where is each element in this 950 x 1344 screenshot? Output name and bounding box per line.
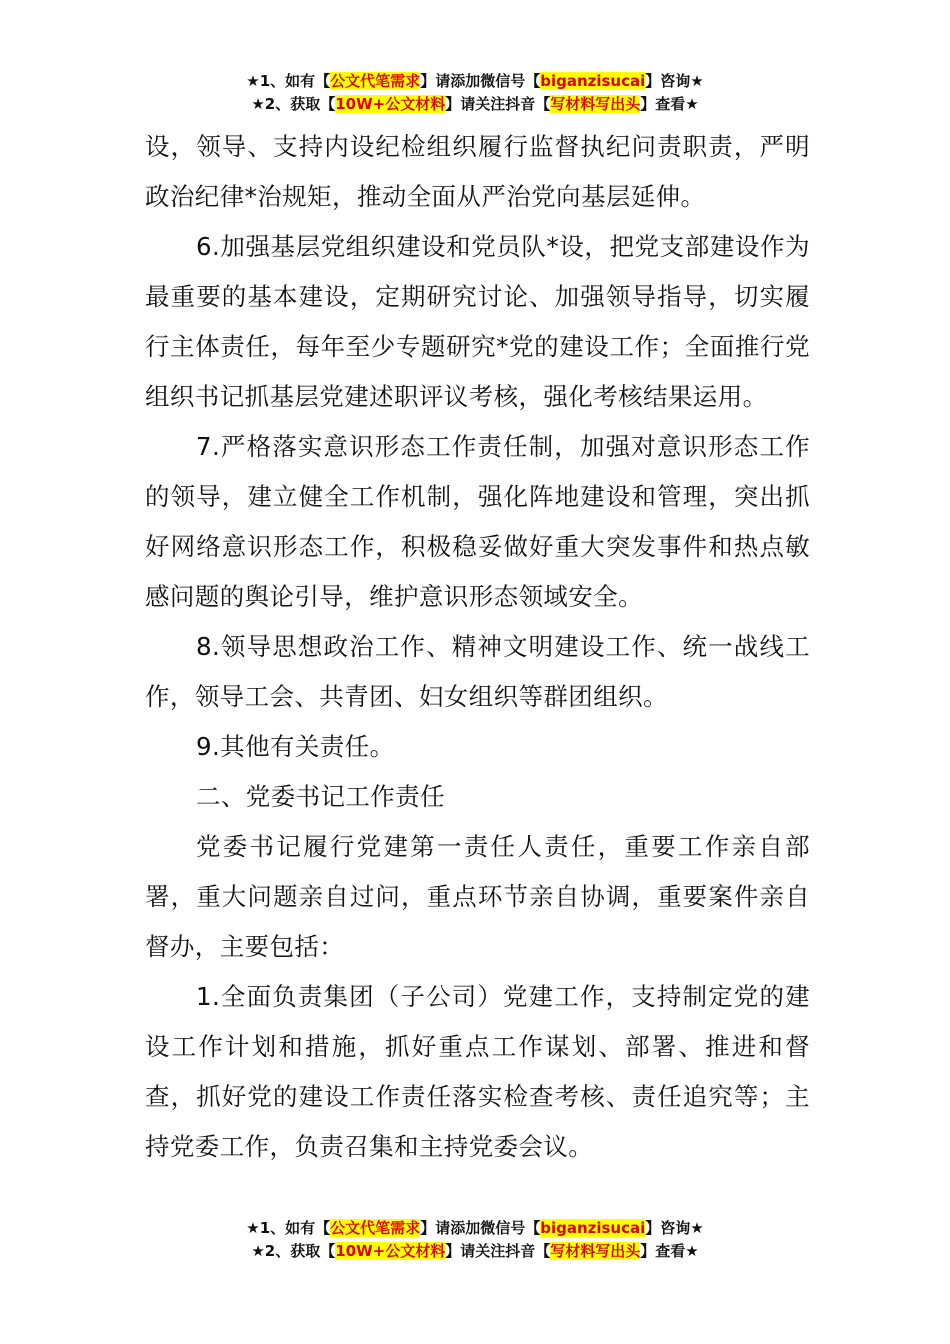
banner-line-1: ★1、如有【公文代笔需求】请添加微信号【biganzisucai】咨询★ xyxy=(246,1219,704,1237)
section-heading: 二、党委书记工作责任 xyxy=(196,782,445,811)
paragraph-item-9: 9.其他有关责任。 xyxy=(196,732,395,761)
document-body xyxy=(145,122,810,1172)
header-banner xyxy=(0,70,950,116)
paragraph-item-8: 8.领导思想政治工作、精神文明建设工作、统一战线工作，领导工会、共青团、妇女组织等群团组织。 xyxy=(145,632,810,711)
banner-line-1: ★1、如有【公文代笔需求】请添加微信号【biganzisucai】咨询★ xyxy=(246,72,704,90)
highlight-wechat-id: biganzisucai xyxy=(540,72,646,90)
paragraph-item-1: 1.全面负责集团（子公司）党建工作，支持制定党的建设工作计划和措施，抓好重点工作谋划、部署、推进和督查，抓好党的建设工作责任落实检查考核、责任追究等；主持党委工作，负责召集和主持党委会议。 xyxy=(145,982,810,1161)
highlight-materials: 10W+公文材料 xyxy=(335,95,446,113)
paragraph-item-6: 6.加强基层党组织建设和党员队*设，把党支部建设作为最重要的基本建设，定期研究讨论、加强领导指导，切实履行主体责任，每年至少专题研究*党的建设工作；全面推行党组织书记抓基层党建述职评议考核，强化考核结果运用。 xyxy=(145,232,810,411)
paragraph-section-intro: 党委书记履行党建第一责任人责任，重要工作亲自部署，重大问题亲自过问，重点环节亲自协调，重要案件亲自督办，主要包括： xyxy=(145,832,810,961)
paragraph-continuation: 设，领导、支持内设纪检组织履行监督执纪问责职责，严明政治纪律*治规矩，推动全面从严治党向基层延伸。 xyxy=(145,132,810,211)
highlight-writing-service: 公文代笔需求 xyxy=(330,1219,421,1237)
highlight-materials: 10W+公文材料 xyxy=(335,1242,446,1260)
highlight-writing-service: 公文代笔需求 xyxy=(330,72,421,90)
paragraph-item-7: 7.严格落实意识形态工作责任制，加强对意识形态工作的领导，建立健全工作机制，强化阵地建设和管理，突出抓好网络意识形态工作，积极稳妥做好重大突发事件和热点敏感问题的舆论引导，维护意识形态领域安全。 xyxy=(145,432,810,611)
highlight-wechat-id: biganzisucai xyxy=(540,1219,646,1237)
footer-banner xyxy=(0,1217,950,1263)
highlight-douyin-account: 写材料写出头 xyxy=(550,1242,641,1260)
banner-line-2: ★2、获取【10W+公文材料】请关注抖音【写材料写出头】查看★ xyxy=(251,95,699,113)
banner-line-2: ★2、获取【10W+公文材料】请关注抖音【写材料写出头】查看★ xyxy=(251,1242,699,1260)
highlight-douyin-account: 写材料写出头 xyxy=(550,95,641,113)
